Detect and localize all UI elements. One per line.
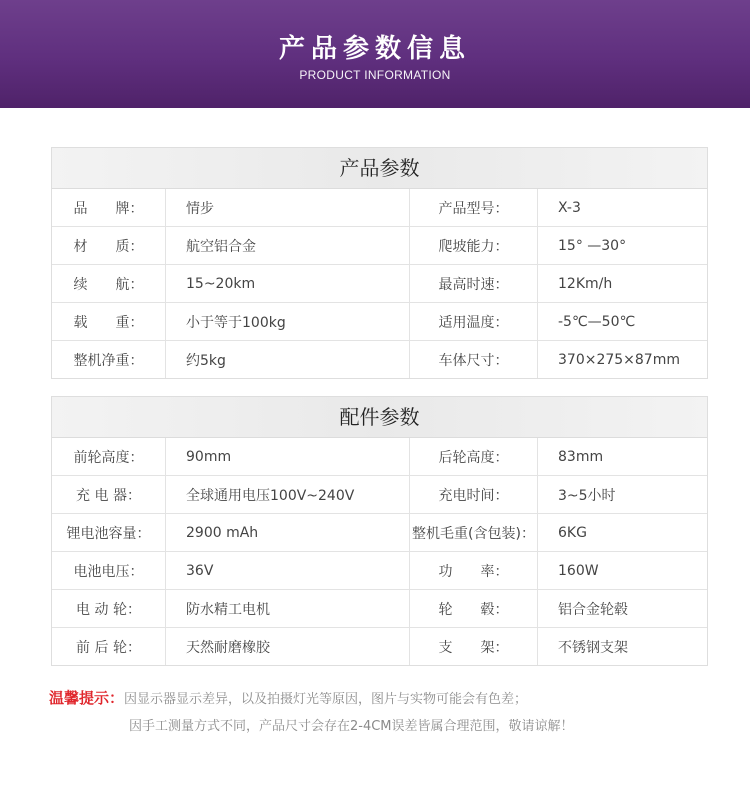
param-label: 充 电 器：	[52, 476, 166, 514]
param-value: 3~5小时	[538, 476, 708, 514]
param-value: 15° —30°	[538, 227, 708, 265]
param-value: 全球通用电压100V~240V	[166, 476, 410, 514]
product-params-table	[52, 189, 707, 378]
param-value: 约5kg	[166, 341, 410, 379]
param-value: 90mm	[166, 438, 410, 476]
param-value: 航空铝合金	[166, 227, 410, 265]
param-value: 铝合金轮毂	[538, 590, 708, 628]
notice-line-1: 因显示器显示差异，以及拍摄灯光等原因，图片与实物可能会有色差；	[124, 692, 528, 707]
accessory-params-title: 配件参数	[52, 397, 707, 438]
param-label: 爬坡能力：	[410, 227, 538, 265]
table-row	[52, 514, 707, 552]
param-label: 前轮高度：	[52, 438, 166, 476]
param-value: 36V	[166, 552, 410, 590]
banner-title: 产品参数信息	[278, 34, 471, 64]
param-label: 适用温度：	[410, 303, 538, 341]
param-label: 后轮高度：	[410, 438, 538, 476]
param-label: 续 航：	[52, 265, 166, 303]
param-label: 最高时速：	[410, 265, 538, 303]
product-params-section	[51, 147, 708, 379]
param-label: 锂电池容量：	[52, 514, 166, 552]
param-label: 载 重：	[52, 303, 166, 341]
table-row	[52, 476, 707, 514]
table-row	[52, 189, 707, 227]
notice-line-2: 因手工测量方式不同，产品尺寸会存在2-4CM误差皆属合理范围，敬请谅解！	[129, 719, 574, 734]
param-label: 车体尺寸：	[410, 341, 538, 379]
param-label: 功 率：	[410, 552, 538, 590]
param-value: 2900 mAh	[166, 514, 410, 552]
param-value: 370×275×87mm	[538, 341, 708, 379]
param-value: 小于等于100kg	[166, 303, 410, 341]
table-row	[52, 227, 707, 265]
param-value: 6KG	[538, 514, 708, 552]
table-row	[52, 303, 707, 341]
param-label: 材 质：	[52, 227, 166, 265]
notice	[49, 685, 574, 740]
param-label: 前 后 轮：	[52, 628, 166, 666]
param-value: 情步	[166, 189, 410, 227]
param-label: 整机净重：	[52, 341, 166, 379]
param-value: 160W	[538, 552, 708, 590]
param-label: 支 架：	[410, 628, 538, 666]
accessory-params-section	[51, 396, 708, 666]
accessory-params-table	[52, 438, 707, 665]
table-row	[52, 438, 707, 476]
param-label: 电 动 轮：	[52, 590, 166, 628]
product-params-title: 产品参数	[52, 148, 707, 189]
param-label: 充电时间：	[410, 476, 538, 514]
notice-label: 温馨提示：	[49, 689, 125, 707]
banner-subtitle: PRODUCT INFORMATION	[299, 68, 451, 82]
table-row	[52, 341, 707, 379]
param-value: 防水精工电机	[166, 590, 410, 628]
param-value: X-3	[558, 199, 581, 216]
param-value: 83mm	[558, 448, 604, 465]
header-banner	[0, 0, 750, 108]
param-label: 产品型号：	[410, 189, 538, 227]
table-row	[52, 590, 707, 628]
param-label: 整机毛重(含包装)：	[410, 514, 538, 552]
param-label: 品 牌：	[52, 189, 166, 227]
table-row	[52, 552, 707, 590]
table-row	[52, 265, 707, 303]
param-value: -5℃—50℃	[538, 303, 708, 341]
param-value: 12Km/h	[538, 265, 708, 303]
param-label: 轮 毂：	[410, 590, 538, 628]
param-label: 电池电压：	[52, 552, 166, 590]
param-value: 不锈钢支架	[538, 628, 708, 666]
param-value: 15~20km	[166, 265, 410, 303]
table-row	[52, 628, 707, 666]
param-value: 天然耐磨橡胶	[166, 628, 410, 666]
